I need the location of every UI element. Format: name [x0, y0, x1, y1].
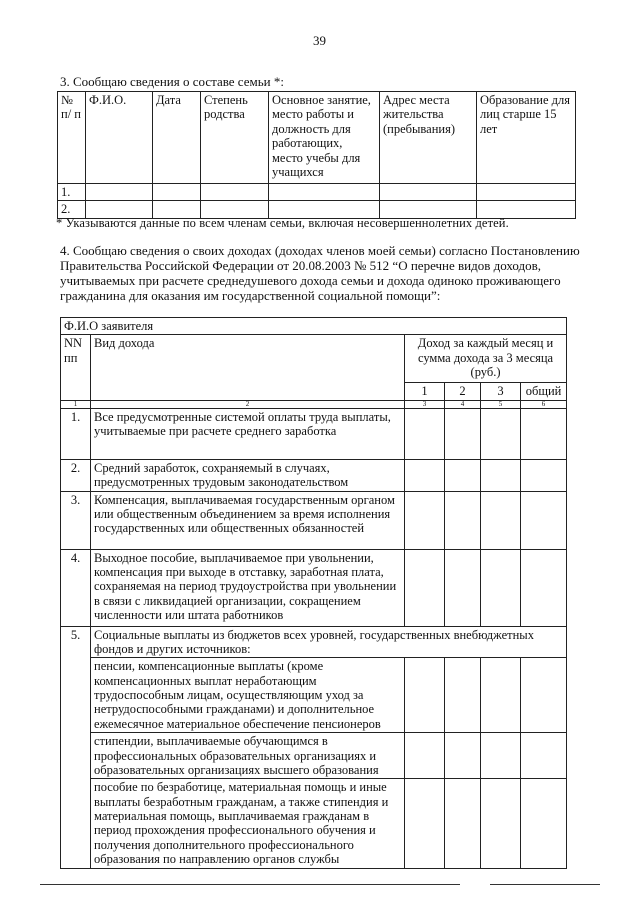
family-header-education: Образование для лиц старше 15 лет: [477, 92, 576, 184]
column-number: 6: [521, 400, 567, 408]
column-number: 1: [61, 400, 91, 408]
income-cell[interactable]: [481, 549, 521, 626]
family-header-date: Дата: [153, 92, 201, 184]
family-footnote: * Указываются данные по всем членам семьи, включая несовершеннолетних детей.: [56, 216, 509, 230]
family-cell[interactable]: [86, 184, 153, 201]
income-cell[interactable]: [405, 459, 445, 491]
income-cell[interactable]: [521, 491, 567, 549]
income-row-type: Социальные выплаты из бюджетов всех уровней, государственных внебюджетных фондов и других источников:: [91, 626, 567, 658]
column-number: 3: [405, 400, 445, 408]
family-header-number: № п/ п: [58, 92, 86, 184]
income-cell[interactable]: [481, 459, 521, 491]
income-header-type: Вид дохода: [91, 335, 405, 400]
income-cell[interactable]: [481, 491, 521, 549]
income-row-number: 5.: [61, 626, 91, 868]
family-section-heading: 3. Сообщаю сведения о составе семьи *:: [60, 74, 284, 89]
income-row-number: 3.: [61, 491, 91, 549]
income-row-type: Выходное пособие, выплачиваемое при увольнении, компенсация при выходе в отставку, заработная плата, сохраняемая на период трудоустройства при увольнении в связи с ликвидацией организации, сокращением численности или штата работников: [91, 549, 405, 626]
page-number: 39: [313, 33, 326, 48]
income-cell[interactable]: [405, 491, 445, 549]
income-cell[interactable]: [521, 733, 567, 779]
income-row-number: 4.: [61, 549, 91, 626]
income-table: [60, 317, 567, 869]
income-subrow-pensions: пенсии, компенсационные выплаты (кроме компенсационных выплат неработающим трудоспособным лицам, осуществляющим уход за нетрудоспособными гражданами) и дополнительное ежемесячное материальное обеспечение пенсионеров: [91, 658, 405, 733]
family-row-number: 1.: [58, 184, 86, 201]
income-cell[interactable]: [521, 549, 567, 626]
family-header-relation: Степень родства: [201, 92, 269, 184]
family-header-occupation: Основное занятие, место работы и должность для работающих, место учебы для учащихся: [269, 92, 380, 184]
income-cell[interactable]: [481, 779, 521, 868]
income-cell[interactable]: [445, 658, 481, 733]
income-row-number: 2.: [61, 459, 91, 491]
income-row-type: Средний заработок, сохраняемый в случаях, предусмотренных трудовым законодательством: [91, 459, 405, 491]
income-cell[interactable]: [481, 658, 521, 733]
family-header-name: Ф.И.О.: [86, 92, 153, 184]
income-row-number: 1.: [61, 408, 91, 459]
income-cell[interactable]: [521, 459, 567, 491]
income-cell[interactable]: [405, 549, 445, 626]
income-cell[interactable]: [445, 408, 481, 459]
income-cell[interactable]: [405, 658, 445, 733]
income-cell[interactable]: [521, 658, 567, 733]
income-cell[interactable]: [405, 779, 445, 868]
family-header-address: Адрес места жительства (пребывания): [380, 92, 477, 184]
income-cell[interactable]: [405, 408, 445, 459]
family-cell[interactable]: [380, 184, 477, 201]
income-cell[interactable]: [445, 733, 481, 779]
column-number: 4: [445, 400, 481, 408]
family-cell[interactable]: [269, 184, 380, 201]
income-cell[interactable]: [445, 779, 481, 868]
income-cell[interactable]: [521, 779, 567, 868]
income-cell[interactable]: [445, 491, 481, 549]
income-cell[interactable]: [481, 408, 521, 459]
income-cell[interactable]: [445, 459, 481, 491]
column-number: 2: [91, 400, 405, 408]
family-cell[interactable]: [153, 184, 201, 201]
income-cell[interactable]: [405, 733, 445, 779]
income-row-type: Компенсация, выплачиваемая государственным органом или общественным объединением за время исполнения государственных или общественных обязанностей: [91, 491, 405, 549]
family-cell[interactable]: [201, 184, 269, 201]
month-2-header: 2: [445, 383, 481, 400]
income-subrow-stipends: стипендии, выплачиваемые обучающимся в профессиональных образовательных организациях и образовательных организациях высшего образования: [91, 733, 405, 779]
family-table: [57, 91, 576, 219]
month-3-header: 3: [481, 383, 521, 400]
income-subrow-unemployment: пособие по безработице, материальная помощь и иные выплаты безработным гражданам, а также стипендия и материальная помощь, выплачиваемая гражданам в период прохождения профессионального обучения и получения дополнительного профессионального образования по направлению органов службы: [91, 779, 405, 868]
bottom-rule: [490, 884, 600, 885]
income-cell[interactable]: [445, 549, 481, 626]
family-cell[interactable]: [477, 184, 576, 201]
column-number: 5: [481, 400, 521, 408]
family-row-number: 2.: [58, 201, 86, 218]
income-row-type: Все предусмотренные системой оплаты труда выплаты, учитываемые при расчете среднего заработка: [91, 408, 405, 459]
income-header-amount: Доход за каждый месяц и сумма дохода за 3 месяца (руб.): [405, 335, 567, 383]
income-section-paragraph: 4. Сообщаю сведения о своих доходах (доходах членов моей семьи) согласно Постановлению Правительства Российской Федерации от 20.08.2003 № 512 “О перечне видов доходов, учитываемых при расчете среднедушевого дохода семьи и дохода одиноко проживающего гражданина для оказания им государственной социальной помощи”:: [60, 243, 580, 303]
applicant-name-label: Ф.И.О заявителя: [61, 318, 567, 335]
total-header: общий: [521, 383, 567, 400]
month-1-header: 1: [405, 383, 445, 400]
bottom-rule: [40, 884, 460, 885]
income-cell[interactable]: [521, 408, 567, 459]
income-header-nn: NN пп: [61, 335, 91, 400]
income-cell[interactable]: [481, 733, 521, 779]
